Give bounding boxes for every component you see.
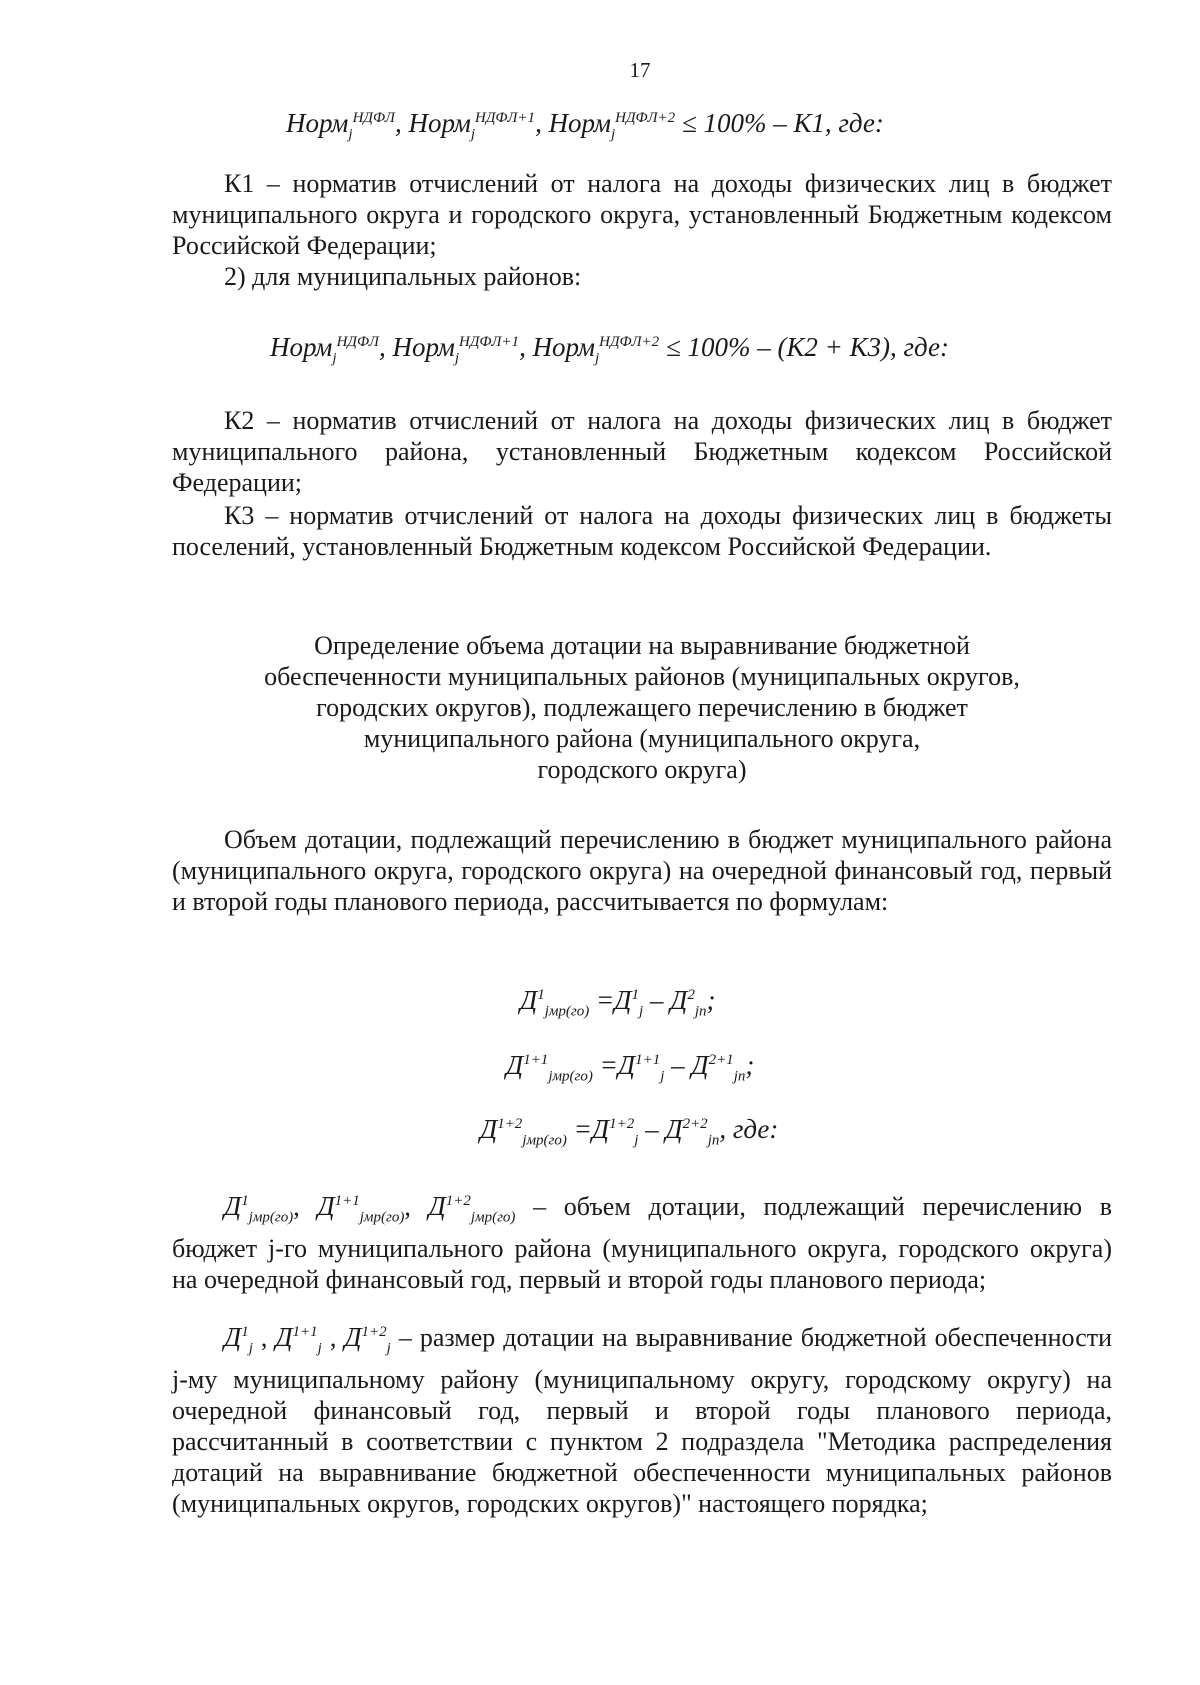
paragraph-k3: К3 – норматив отчислений от налога на доходы физических лиц в бюджеты поселений, установленный Бюджетным кодексом Российской Федерации. — [172, 501, 1112, 561]
paragraph-d-definition: $Д^1_{jмр(го)}$, $Д^{1+1}_{jмр(го)}$, $Д^{1+2}_{jмр(го)}$ – объем дотации, подлежащий перечислению в бюджет j-го муниципального района (муниципального округа, городского округа) на очередной финансовый год, первый и второй годы планового периода; — [172, 1191, 1113, 1295]
paragraph-item-2: 2) для муниципальных районов: — [224, 262, 582, 291]
formula-d1: $Д^1_{jмр(го)} =Д^1_j - Д^2_{jn}$; — [520, 985, 716, 1020]
paragraph-volume: Объем дотации, подлежащий перечислению в бюджет муниципального района (муниципального округа, городского округа) на очередной финансовый год, первый и второй годы планового периода, рассчитывается по формулам: — [172, 825, 1112, 916]
formula-d3: $Д^{1+2}_{jмр(го)} =Д^{1+2}_j - Д^{2+2}_{jn}$, где: — [480, 1114, 779, 1149]
paragraph-dj-definition: $Д^1_j$ , $Д^{1+1}_j$ , $Д^{1+2}_j$ – размер дотации на выравнивание бюджетной обеспеченности j-му муниципальному району (муниципальному округу, городскому округу) на очередной финансовый год, первый и второй годы планового периода, рассчитанный в соответствии с пунктом 2 подраздела "Методика распределения дотаций на выравнивание бюджетной обеспеченности муниципальных районов (муниципальных округов, городских округов)" настоящего порядка; — [172, 1322, 1113, 1519]
formula-d2: $Д^{1+1}_{jмр(го)} =Д^{1+1}_j - Д^{2+1}_{jn}$; — [506, 1050, 755, 1085]
section-heading — [172, 630, 1112, 785]
paragraph-k1: К1 – норматив отчислений от налога на доходы физических лиц в бюджет муниципального округа и городского округа, установленный Бюджетным кодексом Российской Федерации; — [172, 169, 1112, 260]
heading-line: городских округов), подлежащего перечислению в бюджет — [316, 693, 968, 722]
heading-line: обеспеченности муниципальных районов (муниципальных округов, — [264, 662, 1020, 691]
heading-line: муниципального района (муниципального округа, — [363, 724, 921, 753]
paragraph-k2: К2 – норматив отчислений от налога на доходы физических лиц в бюджет муниципального района, установленный Бюджетным кодексом Российской Федерации; — [172, 406, 1112, 497]
formula-norm-k1: Норм$_j^{НДФЛ}$, Норм$_j^{НДФЛ+1}$, Норм$_j^{НДФЛ+2}$ ≤ 100% – К1, где: — [286, 108, 884, 143]
heading-line: Определение объема дотации на выравнивание бюджетной — [314, 631, 970, 660]
page-number: 17 — [629, 58, 651, 82]
heading-line: городского округа) — [537, 755, 747, 784]
formula-norm-k2-k3: Норм$_j^{НДФЛ}$, Норм$_j^{НДФЛ+1}$, Норм$_j^{НДФЛ+2}$ ≤ 100% – (К2 + К3), где: — [270, 332, 950, 367]
